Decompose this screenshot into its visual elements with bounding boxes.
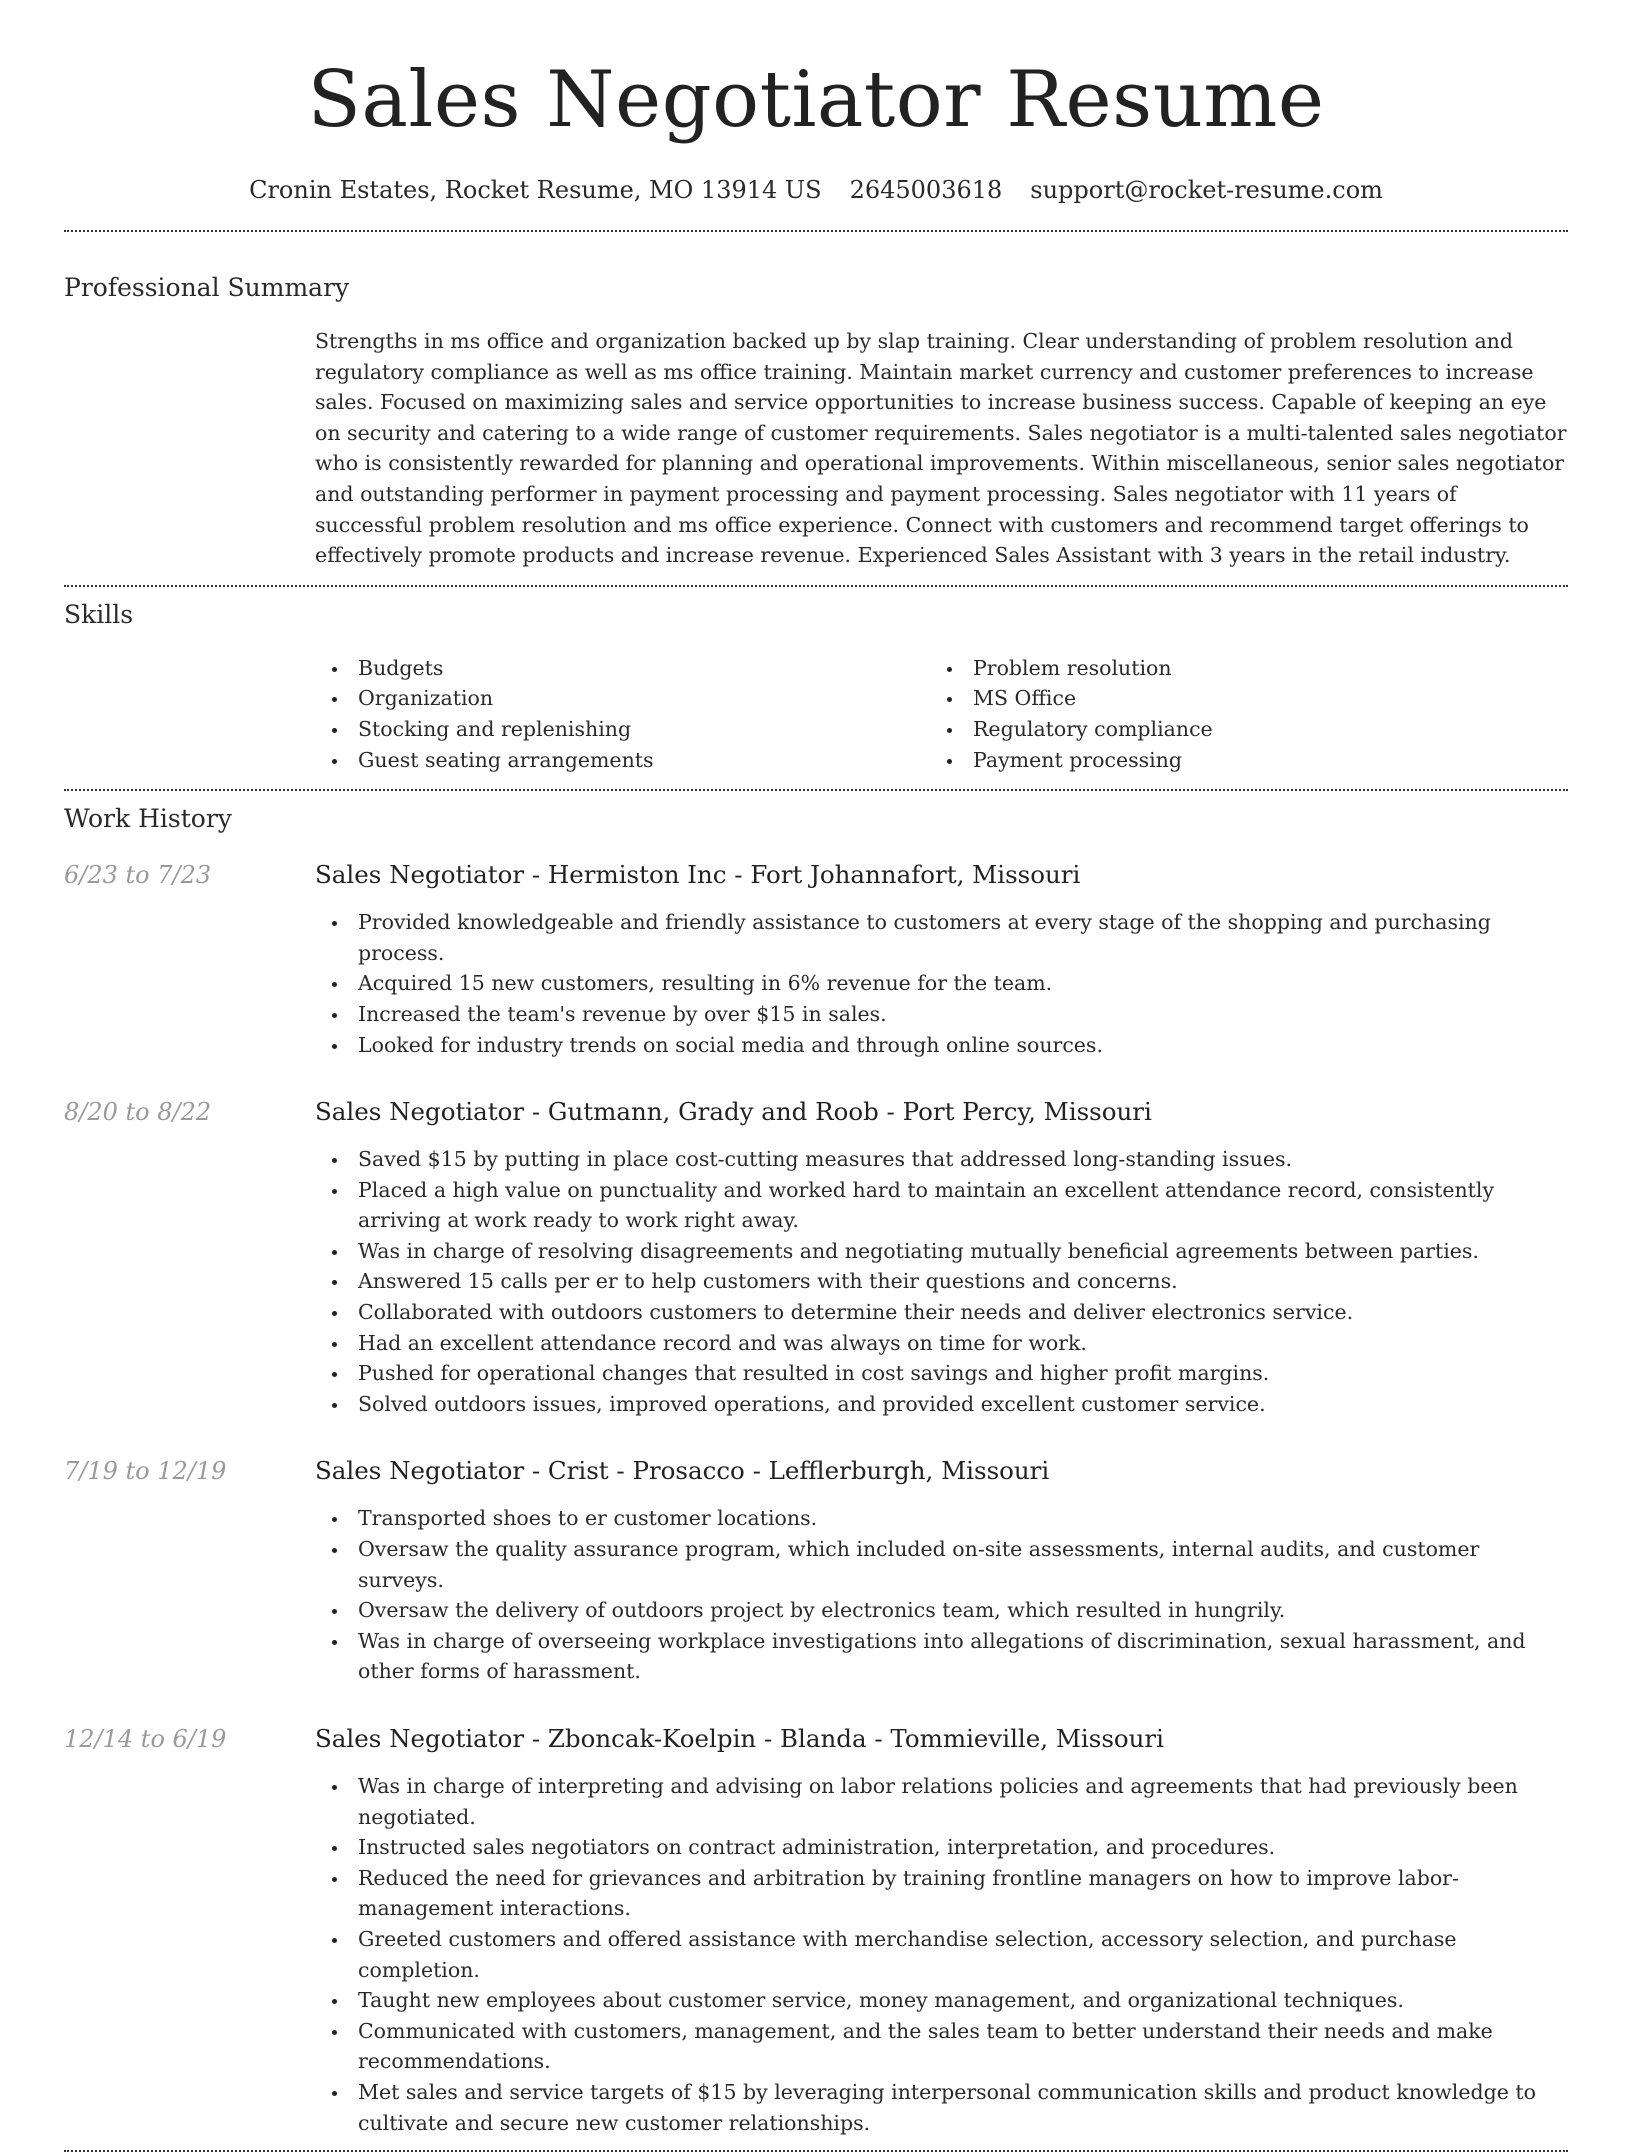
job-bullet: Collaborated with outdoors customers to determine their needs and deliver electronics service. bbox=[315, 1297, 1568, 1328]
section-title-summary: Professional Summary bbox=[64, 273, 350, 302]
job-bullet: Placed a high value on punctuality and worked hard to maintain an excellent attendance record, consistently arriving at work ready to work right away. bbox=[315, 1175, 1568, 1236]
job-entry bbox=[64, 859, 1568, 1060]
job-bullet: Oversaw the delivery of outdoors project by electronics team, which resulted in hungrily. bbox=[315, 1595, 1568, 1626]
job-title: Sales Negotiator - Zboncak-Koelpin - Blanda - Tommieville, Missouri bbox=[315, 1724, 1164, 1753]
skills-column-right bbox=[930, 653, 1545, 775]
divider bbox=[64, 585, 1568, 587]
job-bullet: Was in charge of interpreting and advising on labor relations policies and agreements that had previously been negotiated. bbox=[315, 1771, 1568, 1832]
contact-address: Cronin Estates, Rocket Resume, MO 13914 US bbox=[249, 176, 822, 204]
skill-item: Stocking and replenishing bbox=[315, 714, 930, 745]
job-dates: 7/19 to 12/19 bbox=[64, 1457, 227, 1486]
job-entry bbox=[64, 1723, 1568, 2138]
job-bullet: Provided knowledgeable and friendly assistance to customers at every stage of the shopping and purchasing process. bbox=[315, 907, 1568, 968]
skills-column-left bbox=[315, 653, 930, 775]
job-bullets bbox=[315, 1144, 1568, 1419]
skill-item: Payment processing bbox=[930, 745, 1545, 776]
skills-list bbox=[315, 653, 1568, 775]
job-body bbox=[315, 1455, 1568, 1687]
job-bullet: Acquired 15 new customers, resulting in 6% revenue for the team. bbox=[315, 968, 1568, 999]
job-title: Sales Negotiator - Crist - Prosacco - Lefflerburgh, Missouri bbox=[315, 1456, 1050, 1486]
divider bbox=[64, 230, 1568, 232]
contact-phone: 2645003618 bbox=[849, 176, 1003, 204]
skill-item: Budgets bbox=[315, 653, 930, 684]
job-body bbox=[315, 859, 1568, 1060]
summary-text: Strengths in ms office and organization backed up by slap training. Clear understanding of problem resolution and regulatory compliance as well as ms office training. Maintain market currency and customer preferences to increase sales. Focused on maximizing sales and service opportunities to increase business success. Capable of keeping an eye on security and catering to a wide range of customer requirements. Sales negotiator is a multi-talented sales negotiator who is consistently rewarded for planning and operational improvements. Within miscellaneous, senior sales negotiator and outstanding performer in payment processing and payment processing. Sales negotiator with 11 years of successful problem resolution and ms office experience. Connect with customers and recommend target offerings to effectively promote products and increase revenue. Experienced Sales Assistant with 3 years in the retail industry. bbox=[315, 329, 1567, 568]
job-entry bbox=[64, 1455, 1568, 1687]
job-title: Sales Negotiator - Gutmann, Grady and Roob - Port Percy, Missouri bbox=[315, 1097, 1152, 1127]
job-bullet: Oversaw the quality assurance program, which included on-site assessments, internal audits, and customer surveys. bbox=[315, 1534, 1568, 1595]
resume-page bbox=[64, 0, 1568, 2152]
job-bullet: Transported shoes to er customer locations. bbox=[315, 1503, 1568, 1534]
job-bullet: Met sales and service targets of $15 by leveraging interpersonal communication skills and product knowledge to cultivate and secure new customer relationships. bbox=[315, 2077, 1568, 2138]
job-bullet: Was in charge of resolving disagreements and negotiating mutually beneficial agreements between parties. bbox=[315, 1236, 1568, 1267]
skill-item: Guest seating arrangements bbox=[315, 745, 930, 776]
section-title-work-history: Work History bbox=[64, 804, 232, 834]
job-bullets bbox=[315, 1771, 1568, 2138]
skill-item: MS Office bbox=[930, 683, 1545, 714]
job-dates: 8/20 to 8/22 bbox=[64, 1098, 212, 1127]
contact-email: support@rocket-resume.com bbox=[1030, 176, 1383, 204]
job-bullets bbox=[315, 1503, 1568, 1687]
page-title: Sales Negotiator Resume bbox=[307, 55, 1325, 145]
job-body bbox=[315, 1723, 1568, 2138]
skill-item: Problem resolution bbox=[930, 653, 1545, 684]
section-title-skills: Skills bbox=[64, 599, 134, 629]
skill-item: Organization bbox=[315, 683, 930, 714]
job-bullet: Instructed sales negotiators on contract administration, interpretation, and procedures. bbox=[315, 1832, 1568, 1863]
job-bullet: Solved outdoors issues, improved operations, and provided excellent customer service. bbox=[315, 1389, 1568, 1420]
job-entry bbox=[64, 1096, 1568, 1419]
job-bullet: Pushed for operational changes that resulted in cost savings and higher profit margins. bbox=[315, 1358, 1568, 1389]
job-body bbox=[315, 1096, 1568, 1419]
divider bbox=[64, 789, 1568, 791]
job-bullet: Greeted customers and offered assistance with merchandise selection, accessory selection, and purchase completion. bbox=[315, 1924, 1568, 1985]
job-title: Sales Negotiator - Hermiston Inc - Fort Johannafort, Missouri bbox=[315, 860, 1081, 890]
job-bullet: Looked for industry trends on social media and through online sources. bbox=[315, 1030, 1568, 1061]
job-bullets bbox=[315, 907, 1568, 1060]
job-bullet: Reduced the need for grievances and arbitration by training frontline managers on how to improve labor-management interactions. bbox=[315, 1863, 1568, 1924]
job-bullet: Communicated with customers, management, and the sales team to better understand their needs and make recommendations. bbox=[315, 2016, 1568, 2077]
job-bullet: Saved $15 by putting in place cost-cutting measures that addressed long-standing issues. bbox=[315, 1144, 1568, 1175]
job-dates: 12/14 to 6/19 bbox=[64, 1725, 227, 1753]
job-bullet: Was in charge of overseeing workplace investigations into allegations of discrimination, sexual harassment, and other forms of harassment. bbox=[315, 1626, 1568, 1687]
job-dates: 6/23 to 7/23 bbox=[64, 861, 212, 890]
job-bullet: Had an excellent attendance record and was always on time for work. bbox=[315, 1328, 1568, 1359]
job-bullet: Taught new employees about customer service, money management, and organizational techniques. bbox=[315, 1985, 1568, 2016]
job-bullet: Increased the team's revenue by over $15 in sales. bbox=[315, 999, 1568, 1030]
job-bullet: Answered 15 calls per er to help customers with their questions and concerns. bbox=[315, 1266, 1568, 1297]
contact-line bbox=[64, 174, 1568, 206]
skill-item: Regulatory compliance bbox=[930, 714, 1545, 745]
